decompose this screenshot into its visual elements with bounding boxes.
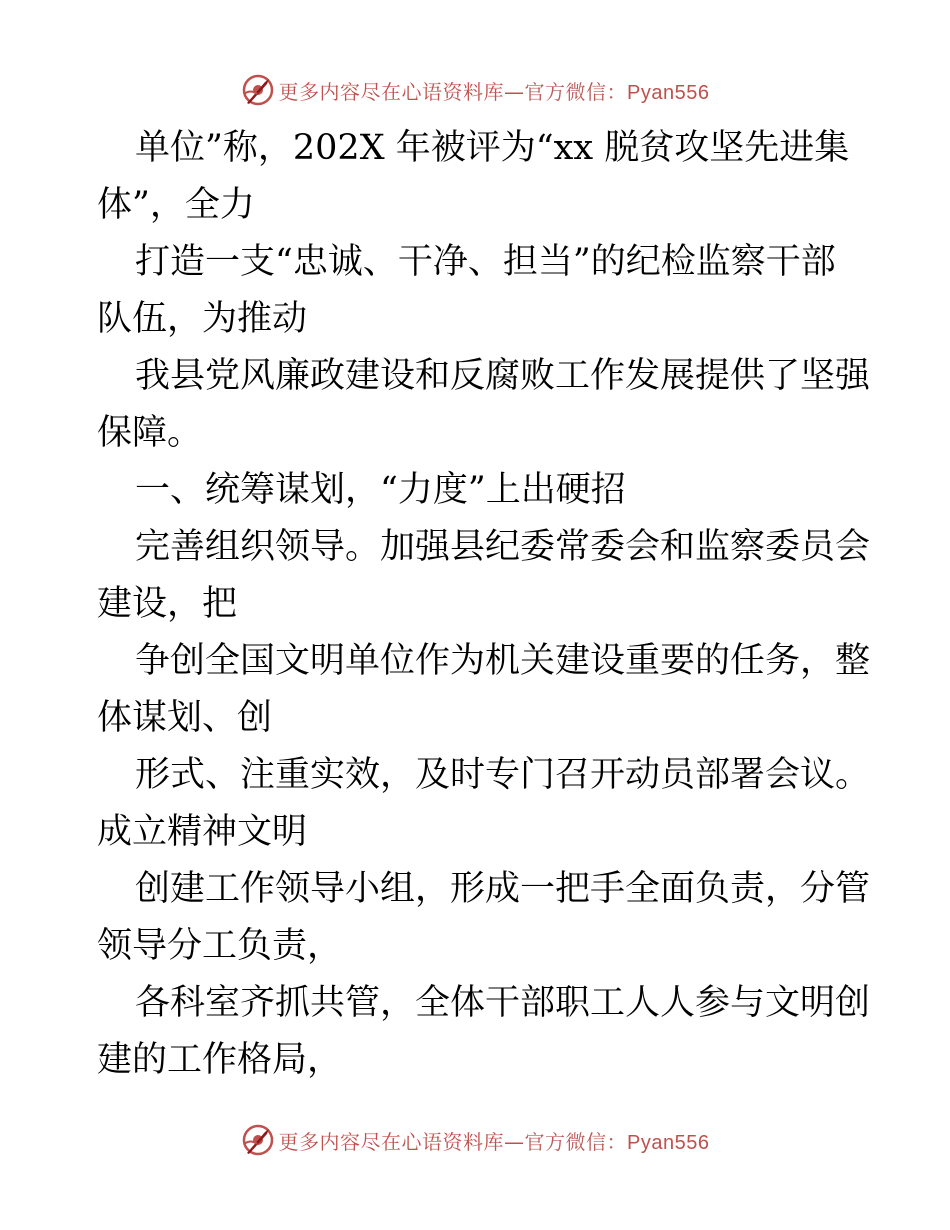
text-line: 争创全国文明单位作为机关建设重要的任务，整 (135, 641, 871, 681)
text-line: 创建工作领导小组，形成一把手全面负责，分管 (135, 869, 871, 909)
text-line: 保障。 (97, 413, 203, 453)
text-line: 队伍，为推动 (97, 299, 308, 339)
quill-logo-icon (241, 73, 275, 107)
text-line: 单位”称，202X 年被评为“xx 脱贫攻坚先进集 (135, 128, 850, 168)
header-watermark (0, 70, 950, 110)
text-line: 建的工作格局， (97, 1040, 343, 1080)
text-line: 完善组织领导。加强县纪委常委会和监察委员会 (135, 527, 871, 567)
text-line: 我县党风廉政建设和反腐败工作发展提供了坚强 (135, 356, 871, 396)
text-line: 形式、注重实效，及时专门召开动员部署会议。 (135, 755, 871, 795)
text-line: 成立精神文明 (97, 812, 308, 852)
watermark-text: 更多内容尽在心语资料库—官方微信：Pyan556 (278, 1129, 710, 1154)
text-line: 体谋划、创 (97, 698, 273, 738)
text-line: 建设，把 (97, 584, 238, 624)
text-line: 各科室齐抓共管，全体干部职工人人参与文明创 (135, 983, 871, 1023)
footer-watermark (0, 1120, 950, 1160)
section-heading: 一、统筹谋划，“力度”上出硬招 (135, 470, 626, 510)
text-line: 打造一支“忠诚、干净、担当”的纪检监察干部 (135, 242, 836, 282)
text-line: 体”，全力 (97, 185, 255, 225)
watermark-text: 更多内容尽在心语资料库—官方微信：Pyan556 (278, 79, 710, 104)
text-line: 领导分工负责， (97, 926, 343, 966)
quill-logo-icon (241, 1123, 275, 1157)
document-body (97, 120, 871, 1089)
